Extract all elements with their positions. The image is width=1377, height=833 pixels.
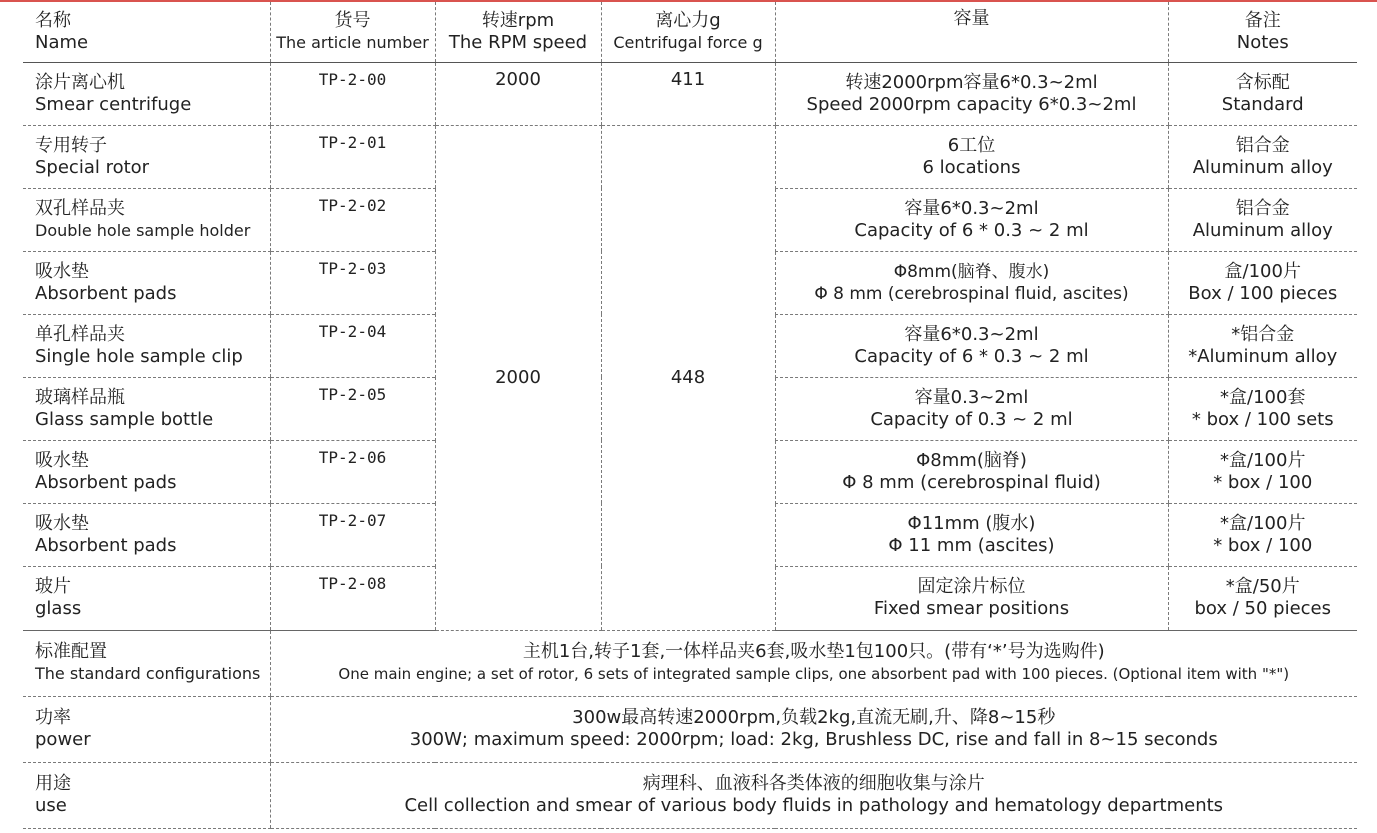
merged-force-cell: 448 — [601, 125, 775, 630]
cell-capacity — [775, 251, 1168, 314]
cell-name — [23, 440, 270, 503]
notes-zh: 含标配 — [1235, 71, 1290, 93]
label-zh: 用途 — [35, 773, 71, 794]
value-zh: 主机1台,转子1套,一体样品夹6套,吸水垫1包100只。(带有‘*’号为选购件) — [522, 641, 1105, 662]
value-zh: 病理科、血液科各类体液的细胞收集与涂片 — [642, 773, 985, 794]
header-capacity — [775, 2, 1168, 62]
header-row — [23, 2, 1357, 62]
header-name-en: Name — [35, 31, 89, 53]
cell-notes — [1168, 377, 1357, 440]
cell-article: TP-2-05 — [270, 377, 435, 440]
header-notes — [1168, 2, 1357, 62]
name-zh: 单孔样品夹 — [35, 323, 125, 345]
capacity-en: 6 locations — [922, 156, 1021, 178]
notes-en: * box / 100 — [1213, 534, 1313, 556]
notes-en: Standard — [1221, 93, 1304, 115]
name-en: Absorbent pads — [35, 534, 177, 556]
cell-name — [23, 62, 270, 125]
capacity-zh: Φ11mm (腹水) — [907, 512, 1036, 534]
cell-notes — [1168, 62, 1357, 125]
name-en: Special rotor — [35, 156, 150, 178]
name-zh: 吸水垫 — [35, 260, 89, 282]
cell-name — [23, 377, 270, 440]
cell-name — [23, 188, 270, 251]
power-row — [23, 696, 1357, 762]
header-force-en: Centrifugal force g — [613, 32, 763, 52]
cell-article: TP-2-03 — [270, 251, 435, 314]
name-zh: 玻片 — [35, 576, 71, 597]
name-en: Glass sample bottle — [35, 408, 214, 430]
notes-zh: *盒/100片 — [1220, 512, 1306, 534]
notes-en: Aluminum alloy — [1192, 156, 1333, 178]
name-zh: 吸水垫 — [35, 449, 89, 471]
table-row — [23, 62, 1357, 125]
notes-en: *Aluminum alloy — [1188, 345, 1338, 367]
cell-capacity — [775, 62, 1168, 125]
cell-article: TP-2-02 — [270, 188, 435, 251]
cell-label — [23, 762, 270, 828]
table-row — [23, 125, 1357, 188]
capacity-en: Capacity of 6 * 0.3 ~ 2 ml — [854, 219, 1089, 241]
name-zh: 双孔样品夹 — [35, 197, 125, 219]
cell-name — [23, 314, 270, 377]
cell-capacity — [775, 314, 1168, 377]
name-en: Single hole sample clip — [35, 345, 243, 367]
cell-notes — [1168, 503, 1357, 566]
header-name-zh: 名称 — [35, 9, 71, 31]
header-rpm-en: The RPM speed — [448, 31, 588, 53]
name-zh: 玻璃样品瓶 — [35, 386, 125, 408]
notes-en: Box / 100 pieces — [1188, 282, 1338, 304]
capacity-zh: 固定涂片标位 — [917, 576, 1026, 597]
notes-zh: *盒/100套 — [1220, 386, 1306, 408]
label-en: use — [35, 795, 67, 816]
cell-value — [270, 630, 1357, 696]
cell-name — [23, 251, 270, 314]
header-notes-zh: 备注 — [1244, 9, 1281, 31]
header-force — [601, 2, 775, 62]
cell-article: TP-2-01 — [270, 125, 435, 188]
capacity-en: Fixed smear positions — [873, 598, 1070, 619]
value-en: Cell collection and smear of various body fluids in pathology and hematology departments — [404, 795, 1224, 816]
label-en: power — [35, 729, 91, 750]
notes-zh: *铝合金 — [1231, 323, 1295, 345]
cell-notes — [1168, 440, 1357, 503]
cell-capacity — [775, 125, 1168, 188]
notes-en: * box / 100 — [1213, 471, 1313, 493]
name-en: glass — [35, 598, 82, 619]
capacity-en: Capacity of 0.3 ~ 2 ml — [870, 408, 1073, 430]
header-article — [270, 2, 435, 62]
capacity-en: Capacity of 6 * 0.3 ~ 2 ml — [854, 345, 1089, 367]
merged-rpm-cell: 2000 — [435, 125, 601, 630]
header-capacity-zh: 容量 — [953, 8, 990, 29]
cell-article: TP-2-06 — [270, 440, 435, 503]
capacity-en: Φ 8 mm (cerebrospinal fluid, ascites) — [814, 283, 1129, 304]
header-name — [23, 2, 270, 62]
cell-name — [23, 566, 270, 630]
cell-capacity — [775, 503, 1168, 566]
cell-article: TP-2-00 — [270, 62, 435, 125]
header-article-en: The article number — [276, 32, 429, 52]
cell-article: TP-2-08 — [270, 566, 435, 630]
cell-capacity — [775, 188, 1168, 251]
use-row — [23, 762, 1357, 828]
name-en: Double hole sample holder — [35, 220, 251, 240]
capacity-zh: Φ8mm(脑脊) — [916, 449, 1027, 471]
capacity-en: Φ 8 mm (cerebrospinal fluid) — [842, 471, 1101, 493]
cell-article: TP-2-04 — [270, 314, 435, 377]
cell-capacity — [775, 566, 1168, 630]
notes-zh: *盒/50片 — [1225, 576, 1300, 597]
cell-value — [270, 696, 1357, 762]
cell-capacity — [775, 440, 1168, 503]
label-zh: 标准配置 — [35, 641, 107, 662]
notes-en: Aluminum alloy — [1192, 219, 1333, 241]
cell-rpm: 2000 — [435, 62, 601, 125]
value-en: 300W; maximum speed: 2000rpm; load: 2kg, Brushless DC, rise and fall in 8~15 seconds — [409, 729, 1218, 750]
notes-zh: 盒/100片 — [1224, 260, 1301, 282]
notes-en: box / 50 pieces — [1194, 598, 1332, 619]
cell-notes — [1168, 188, 1357, 251]
name-en: Smear centrifuge — [35, 93, 192, 115]
name-en: Absorbent pads — [35, 471, 177, 493]
notes-zh: 铝合金 — [1235, 134, 1290, 156]
capacity-en: Φ 11 mm (ascites) — [888, 534, 1055, 556]
cell-name — [23, 503, 270, 566]
cell-notes — [1168, 314, 1357, 377]
cell-label — [23, 630, 270, 696]
config-row — [23, 630, 1357, 696]
cell-name — [23, 125, 270, 188]
header-notes-en: Notes — [1236, 31, 1289, 53]
cell-notes — [1168, 251, 1357, 314]
notes-zh: 铝合金 — [1235, 197, 1290, 219]
label-zh: 功率 — [35, 707, 71, 728]
value-zh: 300w最高转速2000rpm,负载2kg,直流无刷,升、降8~15秒 — [572, 707, 1056, 728]
cell-article: TP-2-07 — [270, 503, 435, 566]
name-zh: 吸水垫 — [35, 512, 89, 534]
header-article-zh: 货号 — [334, 9, 371, 31]
cell-force: 411 — [601, 62, 775, 125]
cell-notes — [1168, 125, 1357, 188]
cell-value — [270, 762, 1357, 828]
capacity-en: Speed 2000rpm capacity 6*0.3~2ml — [806, 93, 1137, 115]
cell-label — [23, 696, 270, 762]
capacity-zh: 容量6*0.3~2ml — [904, 197, 1039, 219]
cell-notes — [1168, 566, 1357, 630]
notes-zh: *盒/100片 — [1220, 449, 1306, 471]
label-en: The standard configurations — [35, 664, 261, 683]
header-force-zh: 离心力g — [655, 9, 721, 31]
notes-en: * box / 100 sets — [1191, 408, 1334, 430]
name-zh: 涂片离心机 — [35, 71, 125, 93]
header-rpm — [435, 2, 601, 62]
value-en: One main engine; a set of rotor, 6 sets of integrated sample clips, one absorbent pad with 100 pieces. (Optional item with "*") — [338, 665, 1290, 683]
capacity-zh: 6工位 — [947, 134, 996, 156]
cell-capacity — [775, 377, 1168, 440]
capacity-zh: 容量6*0.3~2ml — [904, 323, 1039, 345]
capacity-zh: Φ8mm(脑脊、腹水) — [893, 261, 1050, 282]
header-rpm-zh: 转速rpm — [481, 9, 555, 31]
name-en: Absorbent pads — [35, 282, 177, 304]
spec-table — [23, 2, 1357, 829]
name-zh: 专用转子 — [35, 134, 107, 156]
capacity-zh: 转速2000rpm容量6*0.3~2ml — [845, 71, 1098, 93]
capacity-zh: 容量0.3~2ml — [914, 386, 1029, 408]
